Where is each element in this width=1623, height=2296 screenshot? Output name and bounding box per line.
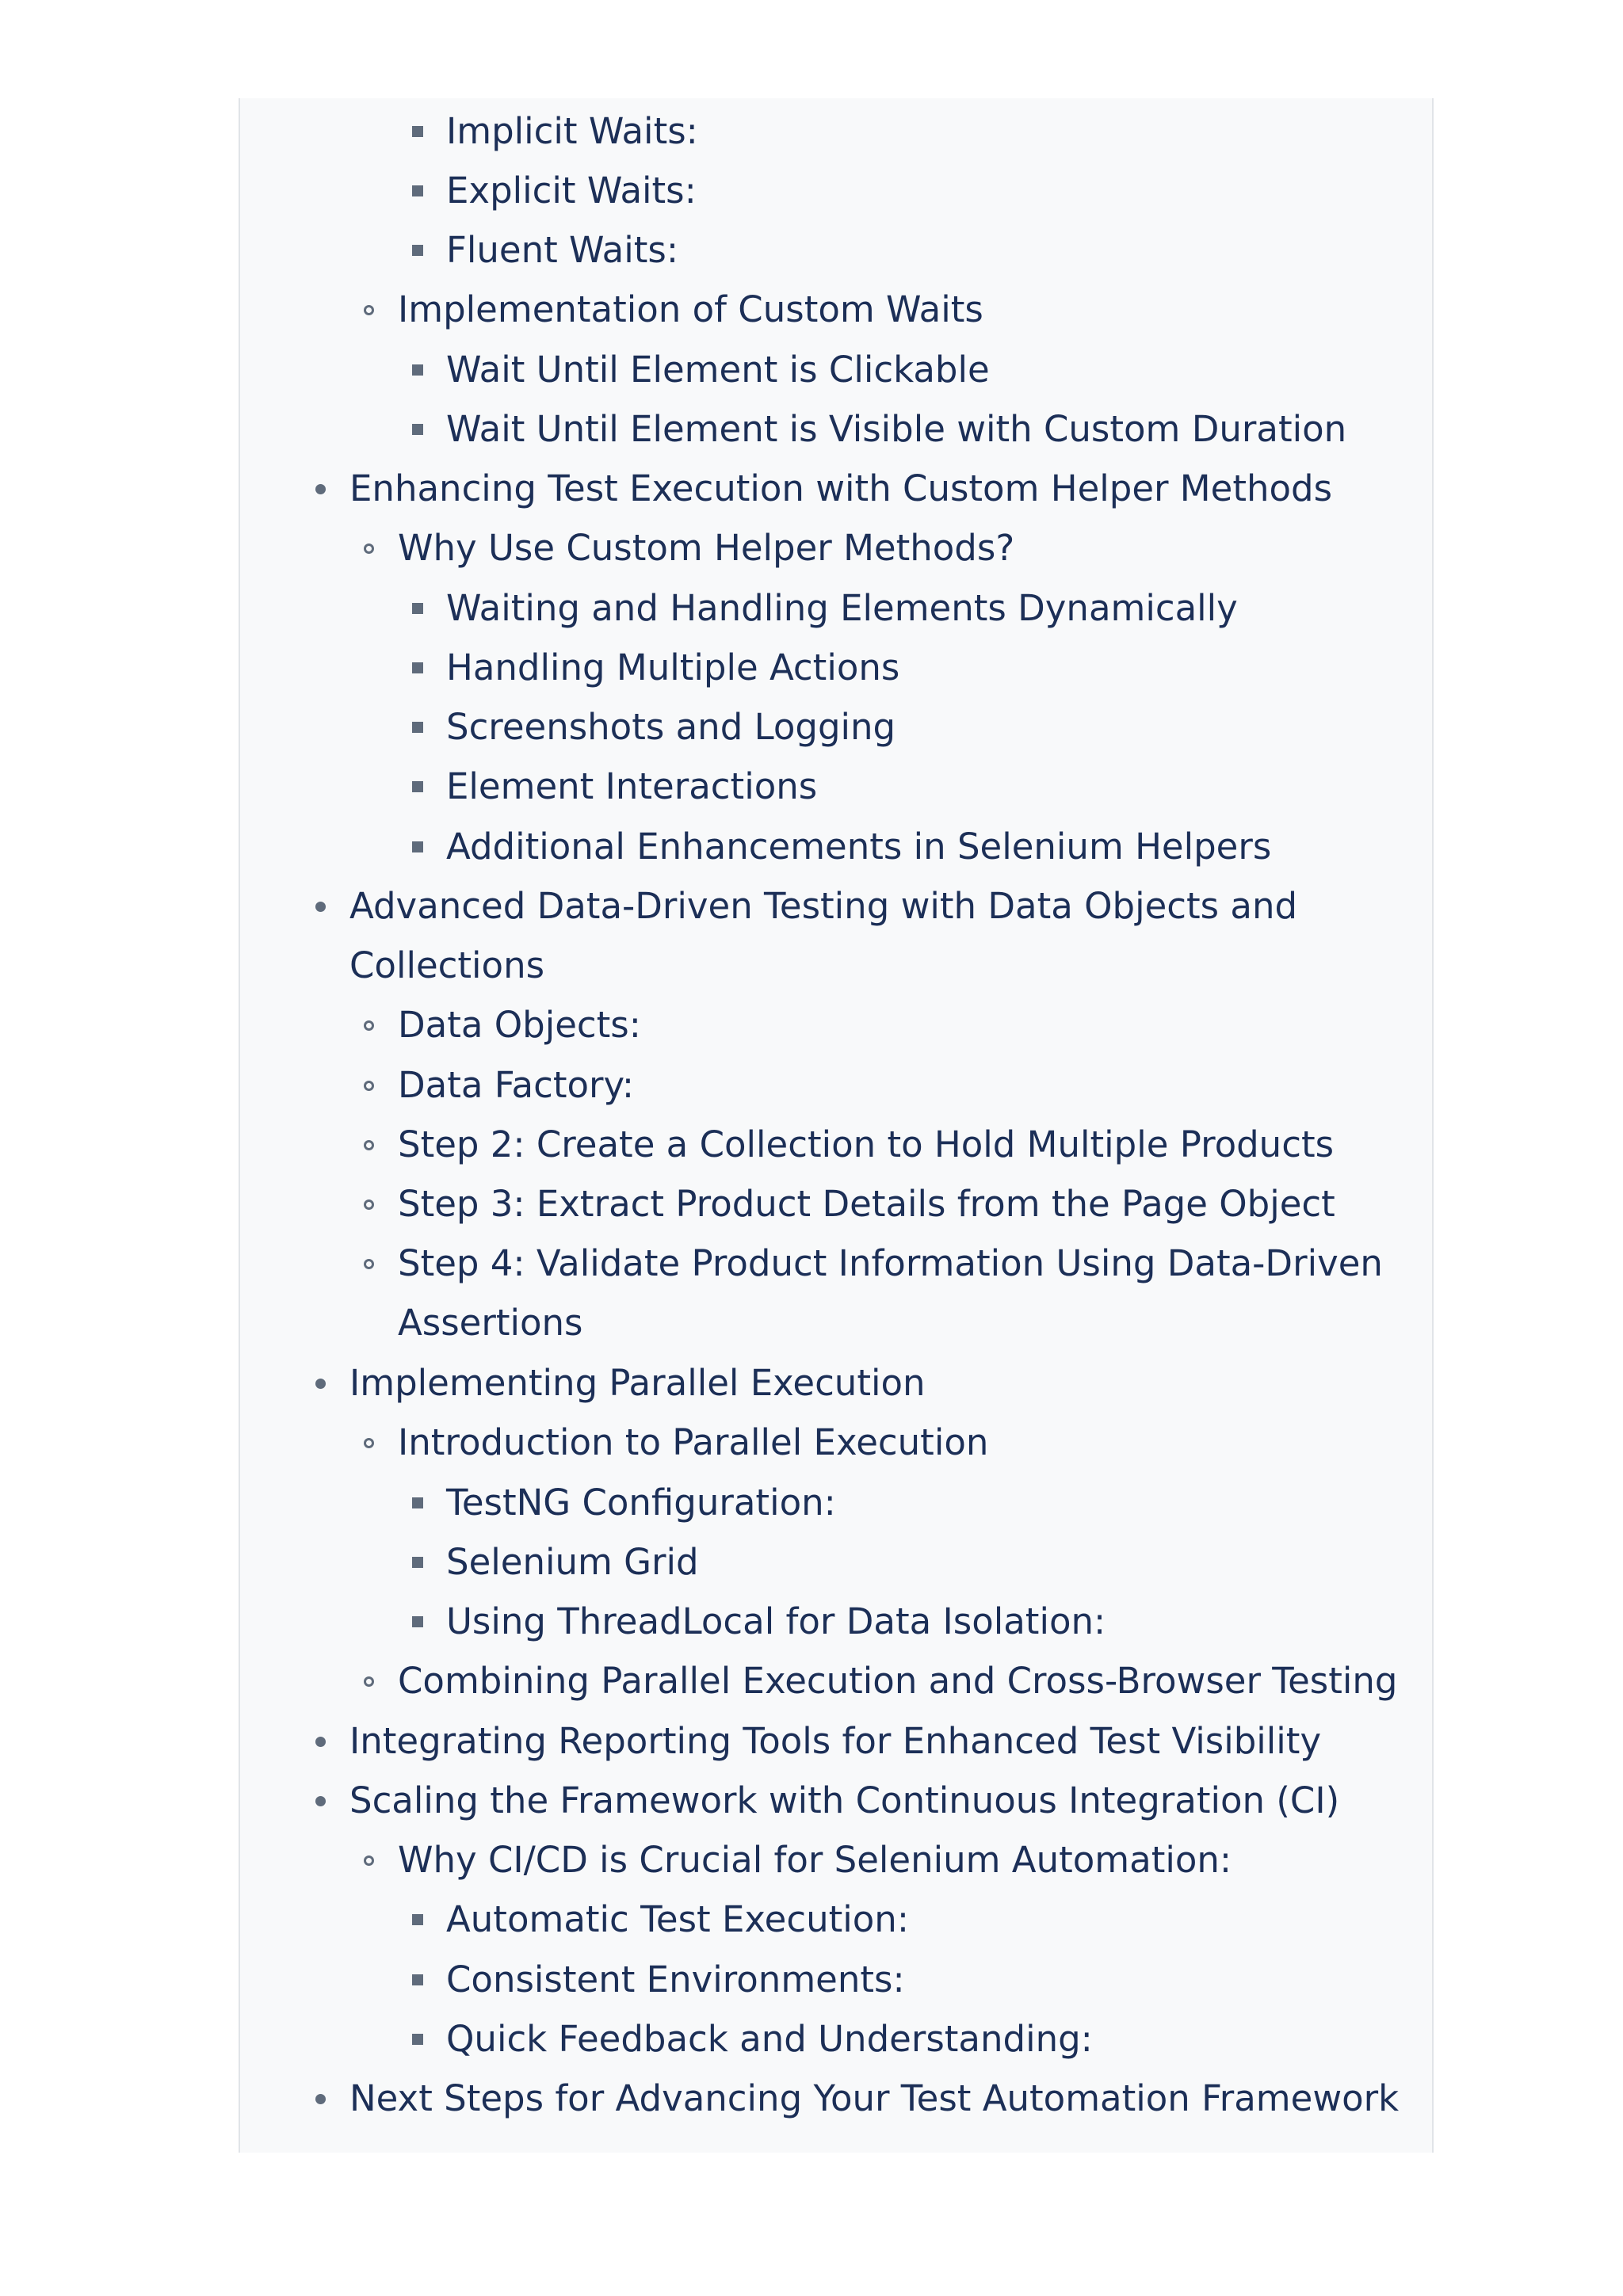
square-bullet-icon	[412, 185, 423, 196]
toc-link-implementing-parallel-execution[interactable]	[349, 1353, 926, 1413]
table-of-contents-panel	[239, 98, 1434, 2153]
toc-link-label: Step 2: Create a Collection to Hold Multiple Products	[398, 1123, 1335, 1165]
toc-link-label: Integrating Reporting Tools for Enhanced Test Visibility	[349, 1720, 1322, 1762]
square-bullet-icon	[412, 424, 423, 435]
toc-link-label: Implementation of Custom Waits	[398, 288, 983, 330]
toc-link-integrating-reporting-tools[interactable]	[349, 1711, 1321, 1771]
circle-bullet-icon	[364, 1140, 374, 1150]
toc-link-label: TestNG Configuration:	[446, 1482, 836, 1524]
toc-link-label: Implementing Parallel Execution	[349, 1362, 926, 1404]
toc-link-label: Element Interactions	[446, 765, 818, 807]
toc-link-label: Selenium Grid	[446, 1541, 699, 1583]
toc-link-label: Introduction to Parallel Execution	[398, 1421, 989, 1463]
toc-link-label: Enhancing Test Execution with Custom Helper Methods	[349, 467, 1333, 509]
toc-link-data-objects[interactable]	[398, 995, 641, 1055]
circle-bullet-icon	[364, 1438, 374, 1448]
toc-link-advanced-data-driven-testing[interactable]	[349, 876, 1297, 995]
toc-link-handling-multiple-actions[interactable]	[446, 638, 899, 697]
square-bullet-icon	[412, 2034, 423, 2045]
toc-link-label: Why Use Custom Helper Methods?	[398, 527, 1015, 569]
toc-link-label-line: Assertions	[398, 1302, 583, 1344]
toc-link-label: Data Objects:	[398, 1004, 641, 1046]
toc-link-label: Fluent Waits:	[446, 229, 679, 271]
toc-link-label: Automatic Test Execution:	[446, 1898, 909, 1940]
disc-bullet-icon	[315, 2094, 326, 2104]
square-bullet-icon	[412, 364, 423, 376]
circle-bullet-icon	[364, 1676, 374, 1687]
toc-link-label	[349, 876, 1297, 995]
toc-link-label: Implicit Waits:	[446, 110, 698, 152]
disc-bullet-icon	[315, 1379, 326, 1389]
toc-link-label: Step 3: Extract Product Details from the Page Object	[398, 1183, 1335, 1225]
toc-link-label	[398, 1234, 1383, 1352]
toc-link-element-interactions[interactable]	[446, 757, 817, 816]
toc-link-label: Next Steps for Advancing Your Test Automation Framework	[349, 2077, 1400, 2119]
toc-link-using-threadlocal[interactable]	[446, 1592, 1106, 1651]
circle-bullet-icon	[364, 1855, 374, 1866]
toc-link-label: Data Factory:	[398, 1064, 635, 1106]
toc-link-label-line: Advanced Data-Driven Testing with Data Objects and	[349, 885, 1298, 927]
toc-link-label: Wait Until Element is Clickable	[446, 349, 990, 391]
toc-link-why-use-custom-helper-methods[interactable]	[398, 518, 1014, 578]
toc-link-label: Additional Enhancements in Selenium Helpers	[446, 826, 1272, 868]
toc-link-combining-parallel-and-cross-browser[interactable]	[398, 1651, 1397, 1711]
square-bullet-icon	[412, 662, 423, 673]
toc-link-introduction-to-parallel-execution[interactable]	[398, 1413, 988, 1472]
toc-link-data-factory[interactable]	[398, 1055, 634, 1115]
disc-bullet-icon	[315, 902, 326, 912]
toc-link-label: Waiting and Handling Elements Dynamically	[446, 587, 1238, 629]
toc-link-label: Handling Multiple Actions	[446, 646, 900, 688]
square-bullet-icon	[412, 1616, 423, 1627]
circle-bullet-icon	[364, 1259, 374, 1269]
toc-link-label: Screenshots and Logging	[446, 706, 896, 748]
toc-link-step-3[interactable]	[398, 1174, 1335, 1234]
toc-link-additional-enhancements[interactable]	[446, 817, 1271, 876]
toc-link-quick-feedback[interactable]	[446, 2009, 1093, 2069]
toc-link-wait-until-element-is-visible[interactable]	[446, 399, 1346, 459]
square-bullet-icon	[412, 722, 423, 733]
square-bullet-icon	[412, 1914, 423, 1925]
toc-link-label: Combining Parallel Execution and Cross-Browser Testing	[398, 1660, 1398, 1702]
toc-link-testng-configuration[interactable]	[446, 1473, 836, 1532]
toc-link-why-ci-cd-is-crucial[interactable]	[398, 1830, 1232, 1890]
circle-bullet-icon	[364, 1199, 374, 1210]
disc-bullet-icon	[315, 1737, 326, 1747]
toc-link-fluent-waits[interactable]	[446, 220, 678, 280]
toc-link-step-4[interactable]	[398, 1234, 1383, 1352]
square-bullet-icon	[412, 841, 423, 852]
square-bullet-icon	[412, 126, 423, 137]
circle-bullet-icon	[364, 1081, 374, 1091]
toc-link-label: Scaling the Framework with Continuous Integration (CI)	[349, 1779, 1340, 1821]
toc-link-explicit-waits[interactable]	[446, 161, 697, 220]
circle-bullet-icon	[364, 1020, 374, 1031]
toc-link-wait-until-element-is-clickable[interactable]	[446, 340, 990, 399]
square-bullet-icon	[412, 781, 423, 792]
toc-link-next-steps[interactable]	[349, 2069, 1399, 2128]
square-bullet-icon	[412, 245, 423, 256]
square-bullet-icon	[412, 1974, 423, 1985]
toc-link-label-line: Collections	[349, 944, 545, 986]
toc-link-implicit-waits[interactable]	[446, 101, 698, 161]
toc-link-label: Quick Feedback and Understanding:	[446, 2018, 1093, 2060]
toc-link-label-line: Step 4: Validate Product Information Using Data-Driven	[398, 1242, 1383, 1284]
toc-link-selenium-grid[interactable]	[446, 1532, 699, 1592]
toc-link-label: Consistent Environments:	[446, 1958, 905, 2000]
toc-link-consistent-environments[interactable]	[446, 1950, 905, 2009]
toc-link-scaling-with-ci[interactable]	[349, 1771, 1339, 1830]
disc-bullet-icon	[315, 484, 326, 494]
toc-link-label: Using ThreadLocal for Data Isolation:	[446, 1600, 1106, 1642]
toc-link-screenshots-and-logging[interactable]	[446, 697, 896, 757]
toc-link-label: Explicit Waits:	[446, 170, 697, 212]
square-bullet-icon	[412, 1497, 423, 1508]
disc-bullet-icon	[315, 1796, 326, 1806]
toc-link-label: Why CI/CD is Crucial for Selenium Automation:	[398, 1839, 1232, 1881]
toc-link-label: Wait Until Element is Visible with Custom Duration	[446, 408, 1347, 450]
toc-link-automatic-test-execution[interactable]	[446, 1890, 909, 1949]
circle-bullet-icon	[364, 543, 374, 554]
circle-bullet-icon	[364, 305, 374, 315]
square-bullet-icon	[412, 1557, 423, 1568]
toc-link-enhancing-test-execution[interactable]	[349, 459, 1332, 518]
square-bullet-icon	[412, 603, 423, 614]
toc-link-waiting-and-handling-elements[interactable]	[446, 578, 1238, 638]
toc-link-step-2[interactable]	[398, 1115, 1334, 1174]
toc-link-implementation-of-custom-waits[interactable]	[398, 280, 983, 339]
